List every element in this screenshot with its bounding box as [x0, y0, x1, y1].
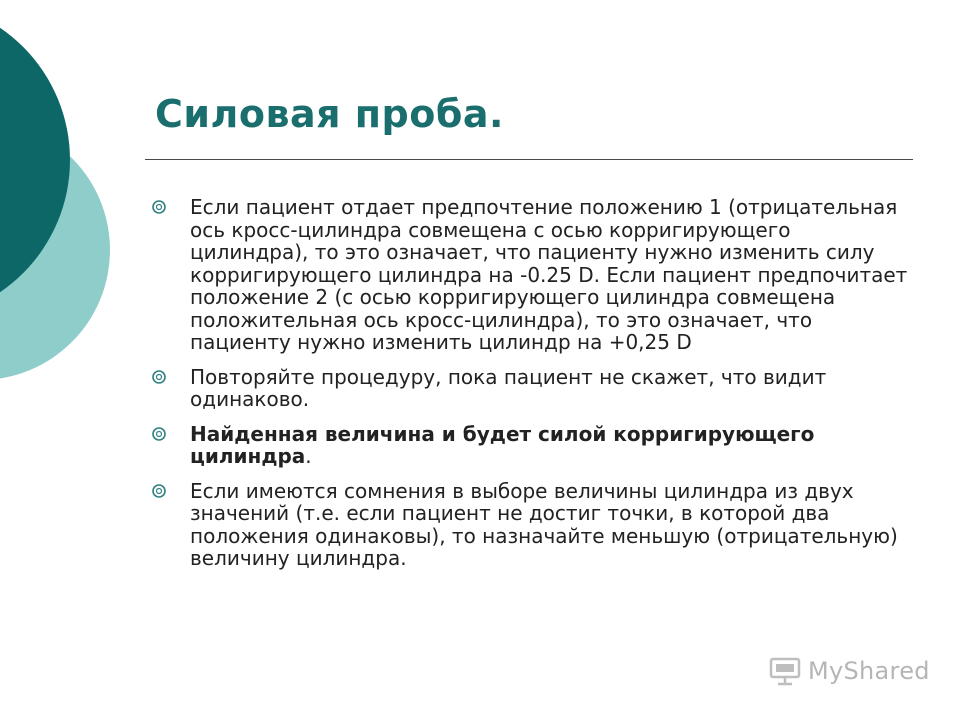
bullet-item — [150, 423, 910, 468]
bullet-text — [190, 423, 910, 468]
bullet-text-bold: Найденная величина и будет силой корригирующего цилиндра — [190, 421, 815, 468]
logo-text: MyShared — [808, 657, 930, 685]
bullet-item — [150, 196, 910, 354]
bullet-icon — [150, 482, 168, 500]
bullet-icon — [150, 425, 168, 443]
bullet-text: Если пациент отдает предпочтение положению 1 (отрицательная ось кросс-цилиндра совмещена с осью корригирующего цилиндра), то это означает, что пациенту нужно изменить силу корригирующего цилиндра на -0.25 D. Если пациент предпочитает положение 2 (с осью корригирующего цилиндра совмещена положительная ось кросс-цилиндра), то это означает, что пациенту нужно изменить цилиндр на +0,25 D — [190, 195, 908, 354]
slideshow-icon — [768, 656, 802, 686]
bullet-item — [150, 480, 910, 570]
slide-title: Силовая проба. — [155, 92, 504, 136]
bullet-text: Если имеются сомнения в выборе величины цилиндра из двух значений (т.е. если пациент не достиг точки, в которой два положения одинаковы), то назначайте меньшую (отрицательную) величину цилиндра. — [190, 478, 898, 570]
title-divider — [145, 159, 913, 160]
bullet-item — [150, 366, 910, 411]
bullet-icon — [150, 198, 168, 216]
bullet-icon — [150, 368, 168, 386]
bullet-list — [150, 196, 910, 582]
bullet-text-tail: . — [305, 444, 312, 468]
watermark-logo — [768, 656, 930, 686]
bullet-text: Повторяйте процедуру, пока пациент не скажет, что видит одинаково. — [190, 364, 827, 411]
